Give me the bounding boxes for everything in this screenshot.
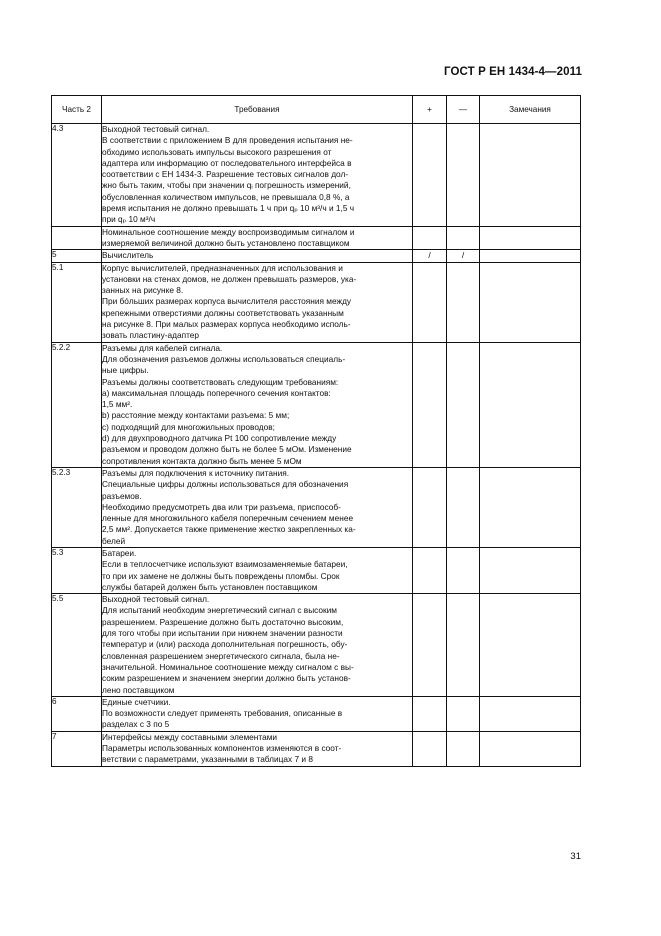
requirement-line: ные цифры. bbox=[102, 365, 149, 376]
requirement-line: Необходимо предусмотреть два или три разъема, приспособ- bbox=[102, 501, 341, 512]
row-minus-cell bbox=[447, 594, 480, 697]
requirement-line: то при их замене не должны быть повреждены пломбы. Срок bbox=[102, 570, 340, 581]
row-requirement-text bbox=[102, 547, 413, 593]
requirement-line: b) расстояние между контактами разъема: 5 мм; bbox=[102, 410, 290, 421]
column-header-notes: Замечания bbox=[480, 96, 581, 124]
row-minus-cell bbox=[447, 467, 480, 547]
requirement-line: Корпус вычислителей, предназначенных для использования и bbox=[102, 262, 343, 273]
requirement-line: соответствии с ЕН 1434-3. Разрешение тестовых сигналов дол- bbox=[102, 169, 349, 180]
row-section-number: 5 bbox=[52, 250, 102, 262]
row-notes-cell bbox=[480, 124, 581, 227]
requirement-line: Специальные цифры должны использоваться для обозначения bbox=[102, 479, 349, 490]
row-minus-cell bbox=[447, 226, 480, 250]
table-row bbox=[52, 250, 581, 262]
table-row bbox=[52, 226, 581, 250]
row-notes-cell bbox=[480, 467, 581, 547]
table-row bbox=[52, 547, 581, 593]
row-section-number: 7 bbox=[52, 731, 102, 766]
row-requirement-text bbox=[102, 696, 413, 731]
requirement-line: Номинальное соотношение между воспроизводимым сигналом и bbox=[102, 226, 355, 237]
requirement-line: d) для двухпроводного датчика Pt 100 сопротивление между bbox=[102, 433, 337, 444]
requirement-line: обусловленная количеством импульсов, не превышала 0,8 %, а bbox=[102, 191, 350, 202]
column-header-part: Часть 2 bbox=[52, 96, 102, 124]
row-section-number: 6 bbox=[52, 696, 102, 731]
requirement-line: разъемом и проводом должно быть не более 5 мОм. Изменение bbox=[102, 444, 352, 455]
requirement-line: Выходной тестовый сигнал. bbox=[102, 124, 210, 134]
row-section-number: 5.3 bbox=[52, 547, 102, 593]
row-section-number bbox=[52, 226, 102, 250]
document-code: ГОСТ Р ЕН 1434-4—2011 bbox=[444, 66, 582, 78]
row-plus-cell bbox=[413, 124, 447, 227]
row-requirement-text bbox=[102, 594, 413, 697]
requirement-line: зовать пластину-адаптер bbox=[102, 330, 200, 341]
requirement-line: измеряемой величиной должно быть установлено поставщиком bbox=[102, 237, 350, 248]
row-minus-cell bbox=[447, 547, 480, 593]
requirement-line: сопротивления контакта должно быть менее 5 мОм bbox=[102, 455, 302, 466]
requirement-line: лено поставщиком bbox=[102, 684, 175, 695]
row-plus-cell bbox=[413, 594, 447, 697]
row-section-number: 5.1 bbox=[52, 262, 102, 342]
row-notes-cell bbox=[480, 226, 581, 250]
requirement-line: занных на рисунке 8. bbox=[102, 285, 184, 296]
requirement-line: соким разрешением и значением энергии должно быть установ- bbox=[102, 673, 351, 684]
requirement-line: c) подходящий для многожильных проводов; bbox=[102, 421, 275, 432]
requirement-line: Интерфейсы между составными элементами bbox=[102, 731, 278, 742]
page-number: 31 bbox=[570, 851, 581, 862]
table-row bbox=[52, 696, 581, 731]
column-header-requirements: Требования bbox=[102, 96, 413, 124]
requirement-line: ветствии с параметрами, указанными в таблицах 7 и 8 bbox=[102, 754, 313, 765]
row-requirement-text bbox=[102, 731, 413, 766]
requirement-line: Вычислитель bbox=[102, 250, 154, 261]
requirement-line: обходимо использовать импульсы высокого разрешения от bbox=[102, 146, 332, 157]
requirement-line: словленная разрешением энергетического сигнала, была не- bbox=[102, 650, 340, 661]
requirement-line: разрешением. Разрешение должно быть достаточно высоким, bbox=[102, 616, 344, 627]
table-row bbox=[52, 594, 581, 697]
row-minus-cell bbox=[447, 342, 480, 467]
table-row bbox=[52, 262, 581, 342]
requirement-line: адаптера или информацию от последовательного интерфейса в bbox=[102, 157, 352, 168]
requirement-line: температур и (или) расхода дополнительная погрешность, обу- bbox=[102, 639, 348, 650]
requirement-line: разъемов. bbox=[102, 490, 142, 501]
row-requirement-text bbox=[102, 250, 413, 262]
row-minus-cell bbox=[447, 262, 480, 342]
row-plus-cell bbox=[413, 467, 447, 547]
row-plus-cell bbox=[413, 226, 447, 250]
table-row bbox=[52, 731, 581, 766]
requirement-line: белей bbox=[102, 535, 126, 546]
requirement-line: 2,5 мм². Допускается также применение жестко закрепленных ка- bbox=[102, 524, 356, 535]
row-plus-cell bbox=[413, 547, 447, 593]
requirement-line: ленные для многожильного кабеля поперечным сечением менее bbox=[102, 513, 354, 524]
requirement-line: крепежными отверстиями должны соответствовать указанным bbox=[102, 307, 344, 318]
row-requirement-text bbox=[102, 342, 413, 467]
column-header-minus: — bbox=[447, 96, 480, 124]
requirement-line: Выходной тестовый сигнал. bbox=[102, 594, 210, 605]
row-section-number: 5.2.2 bbox=[52, 342, 102, 467]
row-notes-cell bbox=[480, 250, 581, 262]
requirement-line: разделах с 3 по 5 bbox=[102, 719, 170, 730]
requirement-line: Разъемы должны соответствовать следующим требованиям: bbox=[102, 376, 339, 387]
row-requirement-text bbox=[102, 226, 413, 250]
row-minus-cell bbox=[447, 731, 480, 766]
requirement-line: на рисунке 8. При малых размерах корпуса необходимо исполь- bbox=[102, 319, 351, 330]
table-row bbox=[52, 342, 581, 467]
requirement-line: значительной. Номинальное соотношение между сигналом с вы- bbox=[102, 661, 354, 672]
column-header-plus: + bbox=[413, 96, 447, 124]
requirement-line: По возможности следует применять требования, описанные в bbox=[102, 708, 343, 719]
row-minus-cell bbox=[447, 124, 480, 227]
row-section-number: 5.2.3 bbox=[52, 467, 102, 547]
row-plus-cell bbox=[413, 696, 447, 731]
row-section-number: 5.5 bbox=[52, 594, 102, 697]
row-plus-cell bbox=[413, 262, 447, 342]
requirement-line: Для обозначения разъемов должны использоваться специаль- bbox=[102, 353, 346, 364]
table-header-row bbox=[52, 96, 581, 124]
requirement-line: Единые счетчики. bbox=[102, 696, 171, 707]
requirement-line: установки на стенах домов, не должен превышать размеров, ука- bbox=[102, 273, 357, 284]
row-requirement-text bbox=[102, 124, 413, 227]
row-plus-cell bbox=[413, 731, 447, 766]
row-section-number: 4.3 bbox=[52, 124, 102, 227]
row-plus-cell: / bbox=[413, 250, 447, 262]
requirement-line: а) максимальная площадь поперечного сечения контактов: bbox=[102, 387, 331, 398]
requirement-line: при qₚ 10 м³/ч bbox=[102, 214, 156, 225]
requirement-line: В соответствии с приложением В для проведения испытания не- bbox=[102, 135, 353, 146]
row-minus-cell: / bbox=[447, 250, 480, 262]
row-requirement-text bbox=[102, 467, 413, 547]
row-notes-cell bbox=[480, 342, 581, 467]
row-minus-cell bbox=[447, 696, 480, 731]
requirement-line: При бóльших размерах корпуса вычислителя расстояния между bbox=[102, 296, 352, 307]
row-plus-cell bbox=[413, 342, 447, 467]
row-notes-cell bbox=[480, 547, 581, 593]
requirement-line: службы батарей должен быть установлен поставщиком bbox=[102, 581, 318, 592]
requirement-line: Разъемы для кабелей сигнала. bbox=[102, 342, 223, 353]
row-notes-cell bbox=[480, 696, 581, 731]
row-notes-cell bbox=[480, 594, 581, 697]
table-row bbox=[52, 467, 581, 547]
requirement-line: Если в теплосчетчике используют взаимозаменяемые батареи, bbox=[102, 559, 348, 570]
row-notes-cell bbox=[480, 731, 581, 766]
requirement-line: Для испытаний необходим энергетический сигнал с высоким bbox=[102, 605, 337, 616]
row-notes-cell bbox=[480, 262, 581, 342]
requirement-line: время испытания не должно превышать 1 ч при qₚ 10 м³/ч и 1,5 ч bbox=[102, 203, 355, 214]
requirement-line: Разъемы для подключения к источнику питания. bbox=[102, 467, 290, 478]
requirement-line: для того чтобы при испытании при нижнем значении разности bbox=[102, 628, 343, 639]
table-row bbox=[52, 124, 581, 227]
requirement-line: Батареи. bbox=[102, 547, 137, 558]
requirements-table bbox=[51, 95, 581, 767]
requirement-line: Параметры использованных компонентов изменяются в соот- bbox=[102, 743, 342, 754]
row-requirement-text bbox=[102, 262, 413, 342]
requirement-line: 1,5 мм². bbox=[102, 399, 133, 410]
requirement-line: жно быть таким, чтобы при значении qᵢ погрешность измерений, bbox=[102, 180, 351, 191]
table-body bbox=[52, 124, 581, 767]
